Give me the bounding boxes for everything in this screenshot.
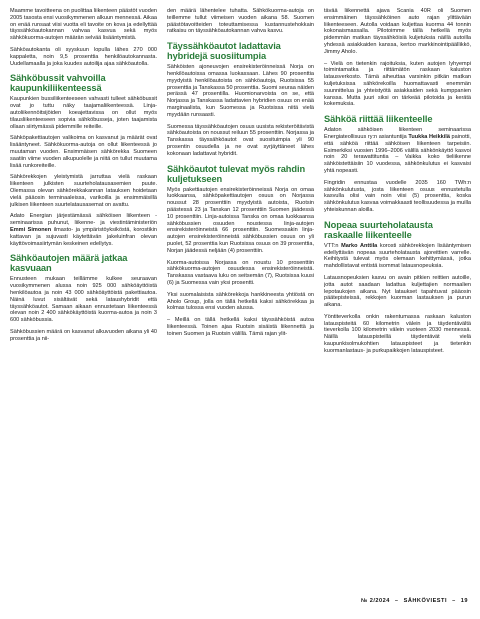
column-1 [10,8,157,588]
section-heading: Sähköautojen määrä jatkaa kasvuaan [10,253,128,274]
section-heading: Sähköä riittää liikenteelle [324,114,433,125]
section-heading: Nopeaa suurteholatausta raskaalle liikenteelle [324,219,433,240]
column-3 [324,8,471,588]
section-heading: Täyssähköautot ladattavia hybridejä suosiitumpia [167,41,281,62]
paragraph: Yksi suomalaisista sähkörekkoja hankkineesta yhtiöstä on Aholo Group, jolla on tällä hetkellä kaksi sähkörekkaa ja kolmas tulossa ensi vuoden alussa. [167,291,314,312]
paragraph: Myös pakettiautojen ensirekisteröinneissä Norja on omaa luokkaansa, sähköpakettiautojen osuus on Norjassa noussut 28 prosenttiin myydyistä autoista, Ruotsin päästessä 23 ja Tanskan 12 prosenttiin Suomen jäädessä 10 prosenttiin. Linja-autoissa Tanska on omaa luokkaansa sähköbussien osuuden noustessa linja-autojen ensirekisteröinneistä 66 prosenttiin. Suomessakin linja-autojen ensirekisteröinneistä sähköbussien osuus on yli puolet, 52 prosenttia kun Ruotsissa osuus on 39 prosenttia, Norjan jäädessä neljään (4) prosenttiin. [167,186,314,254]
issue-number: № 2/2024 [360,598,390,604]
paragraph: Maamme tavoitteena on puolittaa liikenteen päästöt vuoden 2005 tasosta ensi vuosikymmenen alkuun mennessä. Aikaa on enää runsaat viisi vuotta eli tavoite on kova ja edellyttää täyssähköautokannan vahvaa kasvua sekä myös sähkökuorma-autojen määrän selvää lisääntymistä. [10,8,157,42]
paragraph: Sähköautokanta oli syyskuun lopulla lähes 270 000 kappaletta, noin 9,5 prosenttia henkilöautokannasta. Uudellamaalla ja joka kuudes autoilija ajaa sähköautolla. [10,46,157,67]
magazine-name: SÄHKÖVIESTI [403,598,448,604]
paragraph: Kaupunkien bussiliikenteeseen vahvasti tulleet sähköbussit ovat jo tuttu näky taajamaliikenteessä. Linja-autoliikennöitsijöiden koeajettavissa on ollut myös tilausliikenteeseen sopivia sähköbusseja, joten taajamista ollaan siirtymässä pidemmille reiteille. [10,96,157,130]
paragraph: Latausnopeuksien kasvu on avain pitkien reittien autoille, jotta autot saadaan ladattua kuljettajien normaalien lepotaukojen aikana. Nyt lataukset tapahtuvat pääosin päätepisteissä, rekkojen kuorman lastauksen ja purun aikana. [324,274,471,309]
paragraph: Adato Energian järjestämässä sähköisen liikenteen -seminaarissa puhunut, liikenne- ja viestintäministeriön Emmi Simonen ilmasto- ja ympäristöyksiköstä, korostikin kattavan ja sujuvasti käytettävän jakeluinfran olevan käyttövoimasiirtymän keskeinen edellytys. [10,213,157,247]
column-2 [167,8,314,588]
paragraph: Sähköisten ajoneuvojen ensirekisteröinneissä Norja on henkilöautoissa omassa luokassaan. Lähes 90 prosenttia myydyistä henkilöautoista on sähköautoja, Ruotsissa 55 prosenttia ja Tanskassa 50 prosenttia. Suomi seuraa näiden perässä 47 prosentilla. Huomionarvoista on se, että Norjassa ja Tanskassa ladattavien hybridien osuus on enää marginaalista, kun Suomessa ja Ruotsissa niitä vielä myydään runsaasti. [167,64,314,118]
paragraph: tävää liikennettä ajava Scania 40R oli Suomen ensimmäinen täyssähköinen auto rajan ylittävään liikenteeseen. Autolla voidaan kuljettaa kuorma 44 tonnin kokonaismassalla. Pilotoimme tällä hetkellä myös pidemmän matkan täyssähköisiä kuljetuksia näillä autoilla yhdessä asiakkaiden kanssa, kertoo markkinointipäällikkö, Jimmy Aholo. [324,8,471,55]
paragraph: – Meillä on tällä hetkellä kaksi täyssähköistä autoa liikenteessä. Toinen ajaa Ruotsin sisäistä liikennettä ja toinen Suomen ja Ruotsin välillä. Tämä rajan ylit- [167,317,314,337]
paragraph: Suomessa täyssähköautojen osuus uusista rekisteröitävistä sähköautoista on noussut reiluun 55 prosenttiin. Norjassa ja Tanskassa täyssähköautot ovat suosituimpia yli 90 prosentin osuudella ja ne ovat syrjäyttäneet lähes kokonaan ladattavat hybridit. [167,123,314,157]
paragraph: den määrä lähentelee tuhatta. Sähkökuorma-autoja on teillemme tullut viimeisen vuoden aikana 58. Suomen päästötavoitteiden toteuttamisessa kustannustehokkain ratkaisu on täyssähköautokannan vahva kasvu. [167,8,314,35]
paragraph: Sähkörekkojen yleistymistä jarruttaa vielä raskaan liikenteen julkisten suurteholatausasemien puute. Olemassa olevan sähkörekkakannan latauksen hoidetaan vielä pääosin terminaaleissa, varikoilla ja ensimmäisillä julkisen liikenteen suurtelatausasemat on avattu. [10,174,157,208]
section-heading: Sähköbussit vahvoilla kaupunkiliikenteessä [10,73,106,94]
section-heading: Sähköautot tulevat myös rahdin kuljetukseen [167,163,306,184]
paragraph: – Vielä on tietenkin rajoituksia, kuten autojen lyhyempi toimintamatka ja riittämätön raskaan kaluston latausverkosto. Tämä aiheuttaa varsinkin pitkän matkan kuljetuksissa sähkörekoilla huomattavasti enemmän suunnittelua ja yhteistyötä asiakkaiden sekä kumppanien kanssa. Mutta juuri siksi on tärkeää pilotoida ja kerätä kokemuksia. [324,60,471,108]
paragraph: Kuorma-autoissa Norjassa on noustu 10 prosenttiin sähkökuorma-autojen osuudessa ensirekisteröinneistä. Tanskassa vastaava luku on seitsemän (7), Ruotsissa kuusi (6) ja Suomessa vain yksi prosentti. [167,259,314,286]
paragraph: Sähköpakettiautojen valikoima on kasvanut ja määrät ovat lisääntyneet. Sähkökuorma-autoja on ollut liikenteessä jo muutaman vuoden. Ensimmäisen sähkörekka Suomeen saatiin viime vuoden alkupuolelle ja niitä on tullut muutama lisää runkoreiteille. [10,135,157,169]
page-number: 19 [460,598,468,604]
page-footer: № 2/2024 – SÄHKÖVIESTI – 19 [360,598,468,604]
article-body [10,8,470,588]
paragraph: VTT:n Marko Anttila korosti sähkörekkojen lisääntymisen edellyttävän nopeaa suurteholatausta ajoreittien varrelle. Keihitystä tulevat myös olemaan kehittymässä, jotka mahdollistavat entistä isommat latausnopeuksia. [324,242,471,270]
paragraph: Adaton sähköisen liikenteen seminaarissa Energiateollisuus ry:n asiantuntija Tuukka Heikkilä painotti, että sähköä riittää sähköisen liikenteen tarpeisiin. Esimerkiksi vuosien 1996–2006 välillä sähkönkäyttö kasvoi noin 20 terawattituntia – Vaikka koko tieliikenne sähköistettäisiin 10 vuodessa, sähkönkulutus ei kasvaisi yhtä nopeasti. [324,127,471,174]
paragraph: Sähköbussien määrä on kasvanut alkuvuoden aikana yli 40 prosenttia ja nii- [10,328,157,342]
paragraph: Ennusteen mukaan teillämme kulkee seuraavan vuosikymmenen alussa noin 925 000 sähköäyttöistä henkilöautoa ja noin 43 000 sähköäyttöistä pakettiautoa. Näinä luvut sisältävät sekä lataushybridit että täyssähköautot. Samaan aikaan ennustetaan liikenteessä olevan noin 2 400 sähkökäyttöistä kuorma-autoa ja noin 3 600 sähköbussia. [10,276,157,324]
paragraph: Yöntiteverkolla onkin rakentumassa raskaan kaluston latauspisteitä 60 kilometrin välein ja täydentävältä tieverkolla 100 kilometrin välein vuoteen 2030 mennessä. Näillä latauspisteillä täydentävät vielä kaupunkisolmukohtien latauspisteet ja tietenkin kuormanlastaus- ja purkupaikkojen latauspisteet. [324,313,471,354]
paragraph: Fingridin ennustaa vuodelle 2035 160 TWh:n sähkönkulutusta, josta liikenteen osuus ennustetulla kasvulla olisi vain noin viisi (5) prosenttia, koska sähkönkulutus kasvaa voimakkaasti teollisuudessa ja muilla yhteiskunnan aloilla. [324,179,471,213]
